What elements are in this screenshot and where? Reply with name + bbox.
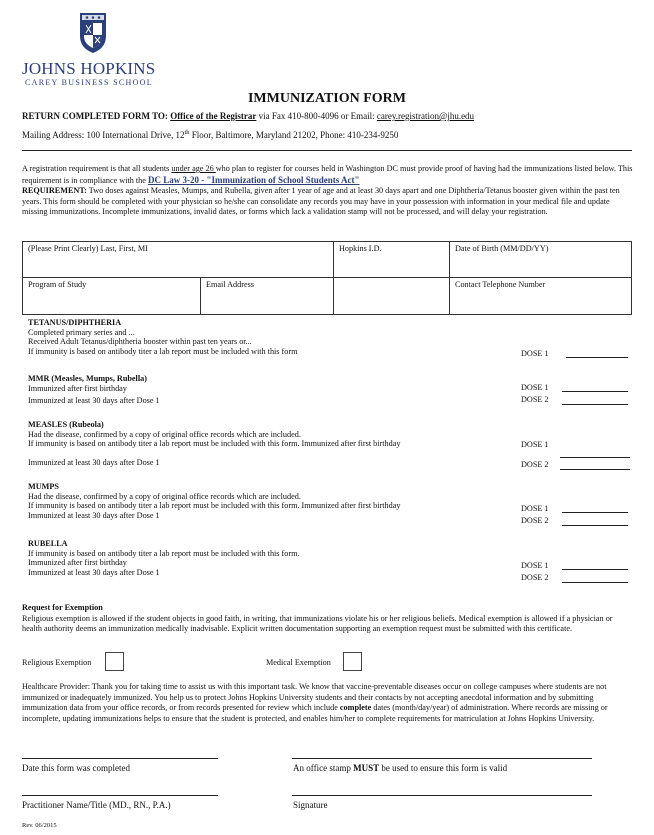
tetanus-dose1-input[interactable] xyxy=(566,357,628,358)
measles-line3: Immunized at least 30 days after Dose 1 xyxy=(28,457,160,467)
measles-heading: MEASLES (Rubeola) xyxy=(28,420,104,429)
measles-dose1-input[interactable] xyxy=(560,457,630,458)
registration-email-link[interactable]: carey.registration@jhu.edu xyxy=(376,111,475,121)
rubella-dose2-label: DOSE 2 xyxy=(521,573,549,583)
mailing-address xyxy=(22,127,642,141)
mmr-heading: MMR (Measles, Mumps, Rubella) xyxy=(28,374,147,383)
exemption-section xyxy=(22,603,634,635)
signature-input[interactable] xyxy=(292,795,592,796)
intro-text xyxy=(22,164,634,218)
rubella-line1: If immunity is based on antibody titer a lab report must be included with this form. xyxy=(28,548,300,558)
mumps-line2: If immunity is based on antibody titer a lab report must be included with this form. Immunized after first birthday xyxy=(28,501,401,511)
student-info-table xyxy=(22,241,632,315)
rubella-section xyxy=(28,539,300,577)
stamp-text-a: An office stamp xyxy=(293,763,354,773)
email-field-cont[interactable] xyxy=(334,278,450,315)
registrar-office: Office of the Registrar xyxy=(170,111,257,121)
university-shield-icon xyxy=(79,12,107,54)
provider-text-a: Healthcare Provider: Thank you for taking time to assist us with this important task. We know that vaccine-preventable diseases occur on college campuses where students are not immunized or inadequately immunized. You help us to protect Johns Hopkins University students and their contacts by not accepting anecdotal information and by submitting immunization data from your office records, or from records presented for review which include xyxy=(22,682,607,712)
rubella-dose-labels xyxy=(521,560,549,585)
return-label: RETURN COMPLETED FORM TO: xyxy=(22,111,171,121)
tetanus-line2: Received Adult Tetanus/diphtheria booster within past ten years or... xyxy=(28,337,252,347)
mumps-dose1-label: DOSE 1 xyxy=(521,504,549,513)
mailing-suffix: Floor, Baltimore, Maryland 21202, Phone: 410-234-9250 xyxy=(189,130,399,140)
provider-text-b: dates (month/day/year) of administration. Where records are missing or incomplete, updating immunizations helps to ensure that the student is protected, and enables him/her to complete requirements for matriculation at Johns Hopkins University. xyxy=(22,703,608,723)
logo-name: JOHNS HOPKINS xyxy=(22,59,156,78)
date-completed-input[interactable] xyxy=(22,758,218,759)
requirement-label: REQUIREMENT: xyxy=(22,186,87,195)
provider-complete: complete xyxy=(339,703,372,712)
page-title: IMMUNIZATION FORM xyxy=(247,91,406,106)
revision-label: Rev. 06/2015 xyxy=(22,822,57,829)
program-cell[interactable] xyxy=(23,278,201,314)
rubella-line3: Immunized at least 30 days after Dose 1 xyxy=(28,567,160,577)
practitioner-label: Practitioner Name/Title (MD., RN., P.A.) xyxy=(22,800,171,810)
hopkins-id-label: Hopkins I.D. xyxy=(339,244,382,253)
mmr-dose1-input[interactable] xyxy=(562,391,628,392)
mumps-line3: Immunized at least 30 days after Dose 1 xyxy=(28,510,160,520)
mumps-section xyxy=(28,482,400,520)
stamp-text-b: be used to ensure this form is valid xyxy=(379,763,508,773)
office-stamp-label xyxy=(293,763,507,774)
mailing-prefix: Mailing Address: 100 International Drive, 12 xyxy=(22,130,185,140)
mailing-sup: th xyxy=(184,129,190,136)
medical-exemption-label: Medical Exemption xyxy=(266,658,331,667)
rubella-dose1-label: DOSE 1 xyxy=(521,561,549,570)
logo xyxy=(22,8,162,86)
measles-dose2-label: DOSE 2 xyxy=(521,460,549,469)
signature-label: Signature xyxy=(293,800,328,810)
email-cell[interactable] xyxy=(201,278,259,314)
rubella-dose2-input[interactable] xyxy=(562,582,628,583)
hopkins-id-field[interactable] xyxy=(334,242,450,278)
mumps-dose2-label: DOSE 2 xyxy=(521,516,549,526)
mumps-line1: Had the disease, confirmed by a copy of original office records which are included. xyxy=(28,491,301,501)
mumps-heading: MUMPS xyxy=(28,482,59,491)
intro-age: under age 26 xyxy=(171,164,216,173)
stamp-must: MUST xyxy=(353,763,380,773)
measles-dose1-label: DOSE 1 xyxy=(521,440,549,449)
program-field[interactable] xyxy=(23,278,334,315)
requirement-text: Two doses against Measles, Mumps, and Rubella, given after 1 year of age and at least 30 days apart and one Diphtheria/Tetanus booster given within the past ten years. This form should be completed with your physician so he/she can consolidate any records you may have in your possession with information in your medical file and update missing immunizations. Incomplete immunizations, invalid dates, or forms which lack a validation stamp will not be processed, and will delay your registration. xyxy=(22,186,620,216)
exemption-text: Religious exemption is allowed if the student objects in good faith, in writing, that immunizations violate his or her religious beliefs. Medical exemption is allowed if a physician or health authority deems an immunization medically inadvisable. Explicit written documentation supporting an exemption request must be submitted with this certificate. xyxy=(22,613,613,633)
dob-field[interactable] xyxy=(450,242,632,278)
exemption-heading: Request for Exemption xyxy=(22,603,103,612)
religious-exemption-label: Religious Exemption xyxy=(22,658,92,667)
fax-text: via Fax 410-800-4096 or Email: xyxy=(256,111,377,121)
logo-school: CAREY BUSINESS SCHOOL xyxy=(25,78,153,87)
date-completed-label: Date this form was completed xyxy=(22,763,130,773)
phone-label: Contact Telephone Number xyxy=(455,280,546,289)
measles-section xyxy=(28,420,400,467)
mmr-dose-labels xyxy=(521,382,549,407)
measles-line1: Had the disease, confirmed by a copy of original office records which are included. xyxy=(28,429,301,439)
tetanus-dose1-label: DOSE 1 xyxy=(521,349,549,358)
name-field[interactable] xyxy=(23,242,334,278)
return-line xyxy=(22,111,642,122)
email-label: Email Address xyxy=(206,280,254,289)
name-label: (Please Print Clearly) Last, First, MI xyxy=(28,244,148,253)
mmr-dose1-label: DOSE 1 xyxy=(521,383,549,392)
mmr-dose2-label: DOSE 2 xyxy=(521,395,549,405)
phone-field[interactable] xyxy=(450,278,632,315)
tetanus-line3: If immunity is based on antibody titer a lab report must be included with this form xyxy=(28,346,298,356)
rubella-line2: Immunized after first birthday xyxy=(28,558,127,568)
program-label: Program of Study xyxy=(28,280,87,289)
rubella-heading: RUBELLA xyxy=(28,539,68,548)
dob-label: Date of Birth (MM/DD/YY) xyxy=(455,244,549,253)
tetanus-heading: TETANUS/DIPHTHERIA xyxy=(28,318,122,327)
measles-dose2-input[interactable] xyxy=(560,469,630,470)
mmr-dose2-input[interactable] xyxy=(562,404,628,405)
mmr-section xyxy=(28,374,160,406)
mumps-dose-labels xyxy=(521,503,549,528)
mumps-dose1-input[interactable] xyxy=(562,512,628,513)
tetanus-section xyxy=(28,318,297,356)
office-stamp-area[interactable] xyxy=(292,758,592,759)
mmr-line2: Immunized at least 30 days after Dose 1 xyxy=(28,396,160,406)
provider-text xyxy=(22,682,634,724)
religious-exemption-checkbox[interactable] xyxy=(105,652,124,671)
dc-law-link[interactable]: DC Law 3-20 - "Immunization of School Students Act" xyxy=(147,174,360,185)
intro-p1b: who plan to register for courses held in Washington DC must provide proof of having had the immunizations listed below. This requirement is in compliance with the xyxy=(22,164,633,185)
tetanus-line1: Completed primary series and ... xyxy=(28,327,135,337)
measles-line2: If immunity is based on antibody titer a lab report must be included with this form. Immunized after first birthday xyxy=(28,439,401,449)
header-divider xyxy=(22,150,632,151)
practitioner-input[interactable] xyxy=(22,795,218,796)
medical-exemption-checkbox[interactable] xyxy=(343,652,362,671)
mmr-line1: Immunized after first birthday xyxy=(28,383,127,393)
rubella-dose1-input[interactable] xyxy=(562,569,628,570)
mumps-dose2-input[interactable] xyxy=(562,525,628,526)
intro-p1a: A registration requirement is that all students xyxy=(22,164,172,173)
